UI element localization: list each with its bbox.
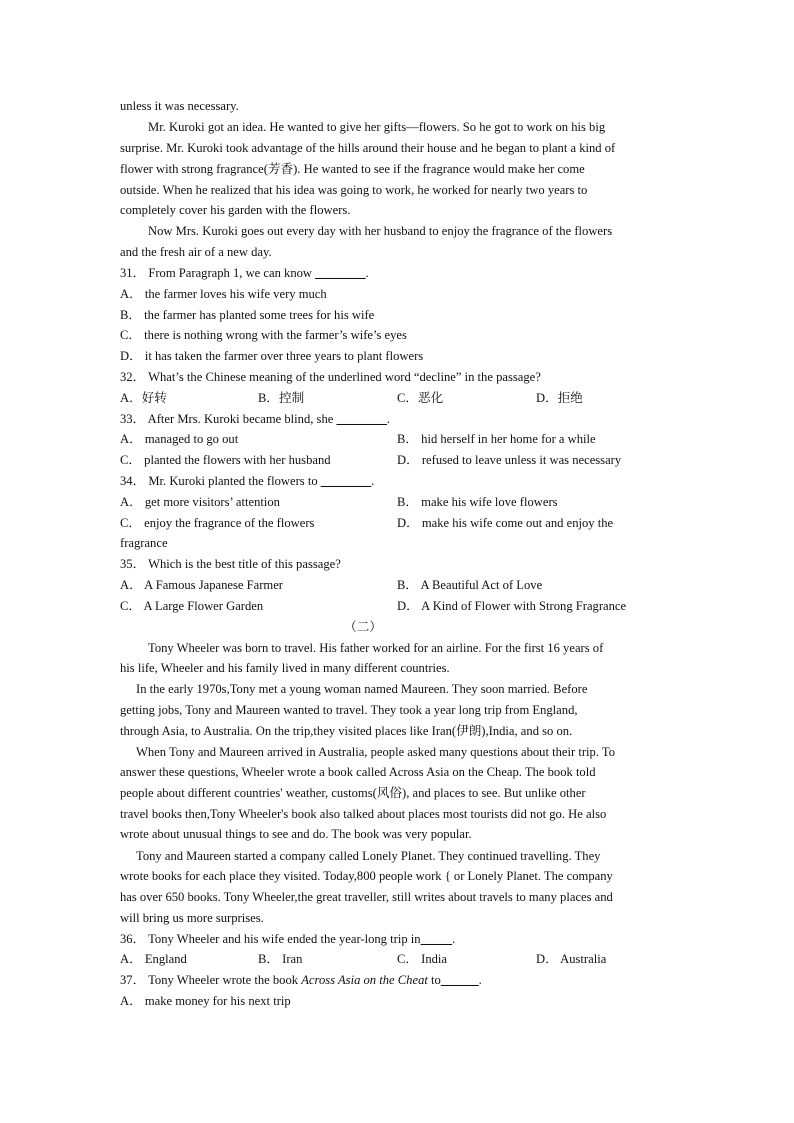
option: B． the farmer has planted some trees for his wife bbox=[120, 308, 375, 322]
option: B．控制 bbox=[258, 391, 305, 405]
option: B． hid herself in her home for a while bbox=[397, 432, 596, 446]
passage-line: flower with strong fragrance(芳香). He wanted to see if the fragrance would make her come bbox=[120, 162, 585, 176]
stem-end: . bbox=[386, 412, 391, 426]
option: C． enjoy the fragrance of the flowers bbox=[120, 516, 315, 530]
passage-line: wrote about unusual things to see and do. The book was very popular. bbox=[120, 827, 472, 841]
passage-line: Mr. Kuroki got an idea. He wanted to give her gifts—flowers. So he got to work on his big bbox=[148, 120, 606, 134]
stem-text: 36． Tony Wheeler and his wife ended the year-long trip in bbox=[120, 932, 421, 946]
passage-line: people about different countries' weather, customs(风俗), and places to see. But unlike other bbox=[120, 786, 586, 800]
passage-line: and the fresh air of a new day. bbox=[120, 245, 272, 259]
option: C． planted the flowers with her husband bbox=[120, 453, 331, 467]
book-title: Across Asia on the Cheat bbox=[301, 973, 428, 987]
question-stem: 32． What’s the Chinese meaning of the underlined word “decline” in the passage? bbox=[120, 370, 541, 384]
passage-line: Now Mrs. Kuroki goes out every day with her husband to enjoy the fragrance of the flowers bbox=[148, 224, 613, 238]
answer-blank: ______ bbox=[440, 973, 479, 987]
stem-end: . bbox=[365, 266, 369, 280]
answer-blank: ________ bbox=[336, 412, 387, 426]
stem-text: to bbox=[427, 973, 441, 987]
option: B． Iran bbox=[258, 952, 303, 966]
passage-line: Tony Wheeler was born to travel. His father worked for an airline. For the first 16 years of bbox=[148, 641, 604, 655]
option: D．拒绝 bbox=[536, 391, 583, 405]
option: C． A Large Flower Garden bbox=[120, 599, 264, 613]
passage-line: will bring us more surprises. bbox=[120, 911, 264, 925]
stem-text: 34． Mr. Kuroki planted the flowers to bbox=[120, 474, 318, 488]
option-wrap: fragrance bbox=[120, 536, 168, 550]
option: B． A Beautiful Act of Love bbox=[397, 578, 543, 592]
question-stem bbox=[120, 972, 482, 988]
answer-blank: ________ bbox=[315, 266, 366, 280]
option: C． India bbox=[397, 952, 448, 966]
section-heading: （二） bbox=[344, 620, 382, 634]
passage-line: has over 650 books. Tony Wheeler,the great traveller, still writes about travels to many places and bbox=[120, 890, 613, 904]
option: A． England bbox=[120, 952, 187, 966]
stem-end: . bbox=[478, 973, 482, 987]
passage-line: outside. When he realized that his idea was going to work, he worked for nearly two years to bbox=[120, 183, 588, 197]
question-stem bbox=[120, 931, 455, 947]
option: D． A Kind of Flower with Strong Fragrance bbox=[397, 599, 627, 613]
passage-line: wrote books for each place they visited. Today,800 people work { or Lonely Planet. The company bbox=[120, 869, 613, 883]
stem-text: 33． After Mrs. Kuroki became blind, she bbox=[120, 412, 334, 426]
question-stem: 35． Which is the best title of this passage? bbox=[120, 557, 341, 571]
option: A． make money for his next trip bbox=[120, 994, 291, 1008]
stem-end: . bbox=[452, 932, 456, 946]
question-stem bbox=[120, 473, 374, 489]
answer-blank: _____ bbox=[420, 932, 453, 946]
stem-end: . bbox=[371, 474, 375, 488]
passage-line: through Asia, to Australia. On the trip,they visited places like Iran(伊朗),India, and so on. bbox=[120, 724, 573, 738]
passage-line: Tony and Maureen started a company called Lonely Planet. They continued travelling. They bbox=[136, 849, 601, 863]
option: D． refused to leave unless it was necessary bbox=[397, 453, 622, 467]
question-stem bbox=[120, 265, 369, 281]
passage-line: completely cover his garden with the flowers. bbox=[120, 203, 351, 217]
passage-line: When Tony and Maureen arrived in Australia, people asked many questions about their trip. To bbox=[136, 745, 616, 759]
option: D． Australia bbox=[536, 952, 607, 966]
passage-line: getting jobs, Tony and Maureen wanted to travel. They took a year long trip from England, bbox=[120, 703, 578, 717]
passage-line: travel books then,Tony Wheeler's book also talked about places most tourists did not go. He also bbox=[120, 807, 607, 821]
option: A． managed to go out bbox=[120, 432, 239, 446]
passage-line: In the early 1970s,Tony met a young woman named Maureen. They soon married. Before bbox=[136, 682, 588, 696]
option: A．好转 bbox=[120, 391, 167, 405]
option: B． make his wife love flowers bbox=[397, 495, 558, 509]
option: A． get more visitors’ attention bbox=[120, 495, 280, 509]
option: C． there is nothing wrong with the farmer’s wife’s eyes bbox=[120, 328, 407, 342]
passage-line: answer these questions, Wheeler wrote a book called Across Asia on the Cheap. The book told bbox=[120, 765, 596, 779]
option: C．恶化 bbox=[397, 391, 444, 405]
passage-line: his life, Wheeler and his family lived in many different countries. bbox=[120, 661, 450, 675]
passage-line: surprise. Mr. Kuroki took advantage of the hills around their house and he began to plant a kind of bbox=[120, 141, 616, 155]
option: D． it has taken the farmer over three years to plant flowers bbox=[120, 349, 424, 363]
passage-line: unless it was necessary. bbox=[120, 99, 239, 113]
option: D． make his wife come out and enjoy the bbox=[397, 516, 614, 530]
option: A． the farmer loves his wife very much bbox=[120, 287, 327, 301]
option: A． A Famous Japanese Farmer bbox=[120, 578, 283, 592]
stem-text: 31． From Paragraph 1, we can know bbox=[120, 266, 313, 280]
answer-blank: ________ bbox=[320, 474, 372, 488]
question-stem bbox=[120, 411, 390, 427]
stem-text: 37． Tony Wheeler wrote the book bbox=[120, 973, 302, 987]
